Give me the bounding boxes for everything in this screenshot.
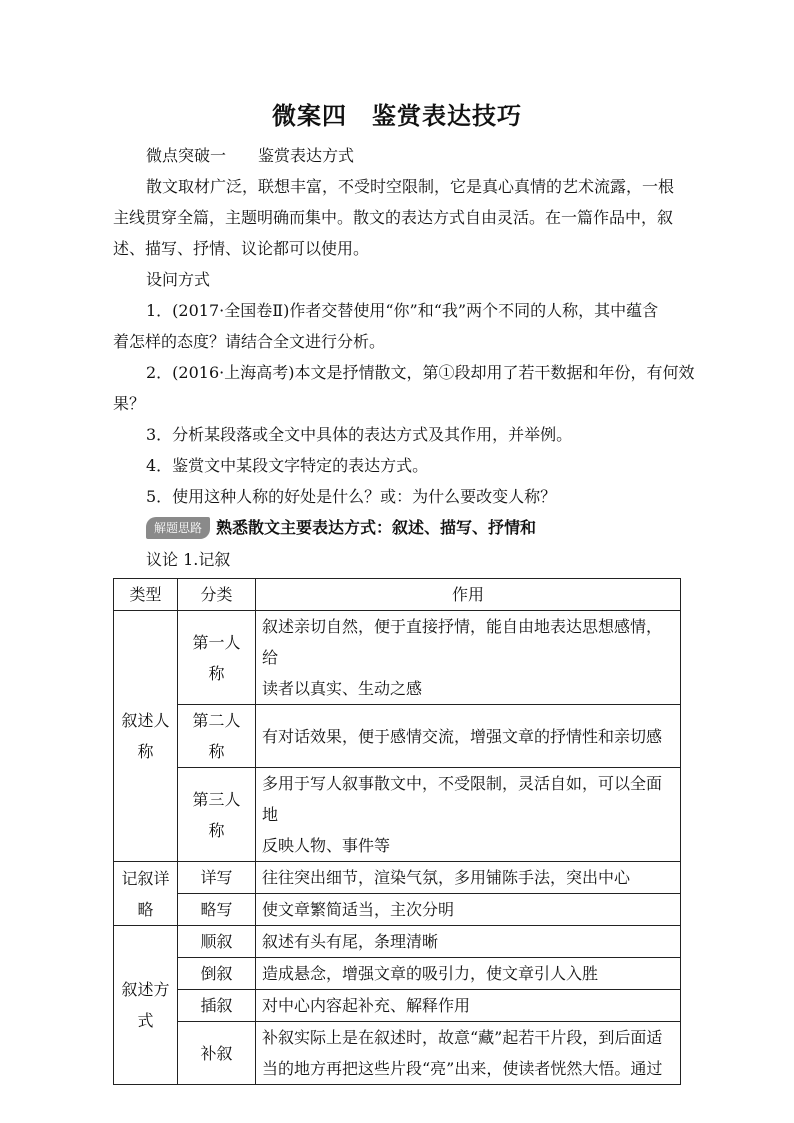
category-cell: 第一人 称 — [178, 611, 256, 705]
effect-cell: 叙述亲切自然，便于直接抒情，能自由地表达思想感情，给 读者以真实、生动之感 — [256, 611, 681, 705]
question-line: 5．使用这种人称的好处是什么？或：为什么要改变人称？ — [146, 487, 557, 506]
category-cell: 倒叙 — [178, 958, 256, 990]
category-cell: 补叙 — [178, 1022, 256, 1085]
table-row — [114, 768, 681, 862]
question-line: 1．(2017·全国卷Ⅱ)作者交替使用“你”和“我”两个不同的人称，其中蕴含 — [146, 301, 659, 320]
table-row — [114, 862, 681, 894]
table-header: 类型 — [114, 579, 178, 611]
table-row — [114, 926, 681, 958]
category-cell: 略写 — [178, 894, 256, 926]
table-row — [114, 990, 681, 1022]
effect-cell: 叙述有头有尾，条理清晰 — [256, 926, 681, 958]
intro-line: 散文取材广泛，联想丰富，不受时空限制，它是真心真情的艺术流露，一根 — [146, 177, 675, 196]
tip-badge: 解题思路 — [146, 517, 210, 539]
effect-cell: 有对话效果，便于感情交流，增强文章的抒情性和亲切感 — [256, 705, 681, 768]
table-row — [114, 611, 681, 705]
effect-cell: 多用于写人叙事散文中，不受限制，灵活自如，可以全面地 反映人物、事件等 — [256, 768, 681, 862]
type-cell: 叙述方 式 — [114, 926, 178, 1085]
question-line: 着怎样的态度？请结合全文进行分析。 — [113, 332, 386, 351]
section-heading: 微点突破一 鉴赏表达方式 — [146, 146, 355, 165]
category-cell: 插叙 — [178, 990, 256, 1022]
type-cell: 叙述人 称 — [114, 611, 178, 862]
table-row — [114, 958, 681, 990]
table-row — [114, 894, 681, 926]
tip-text: 熟悉散文主要表达方式：叙述、描写、抒情和 — [216, 518, 537, 537]
category-cell: 第三人 称 — [178, 768, 256, 862]
effect-cell: 使文章繁简适当，主次分明 — [256, 894, 681, 926]
question-line: 果？ — [113, 394, 146, 413]
type-cell: 记叙详 略 — [114, 862, 178, 926]
expression-table — [113, 578, 681, 1085]
question-heading: 设问方式 — [146, 270, 211, 289]
tip-continuation: 议论 1.记叙 — [146, 550, 231, 569]
effect-cell: 补叙实际上是在叙述时，故意“藏”起若干片段，到后面适 当的地方再把这些片段“亮”出来，使读者恍然大悟。通过 — [256, 1022, 681, 1085]
effect-cell: 往往突出细节，渲染气氛，多用铺陈手法，突出中心 — [256, 862, 681, 894]
question-line: 4．鉴赏文中某段文字特定的表达方式。 — [146, 456, 429, 475]
table-header-row — [114, 579, 681, 611]
tip-line — [146, 517, 536, 539]
effect-cell: 对中心内容起补充、解释作用 — [256, 990, 681, 1022]
table-header: 作用 — [256, 579, 681, 611]
page-title: 微案四 鉴赏表达技巧 — [272, 101, 522, 130]
question-line: 2．(2016·上海高考)本文是抒情散文，第①段却用了若干数据和年份，有何效 — [146, 363, 695, 382]
table-row — [114, 705, 681, 768]
table-header: 分类 — [178, 579, 256, 611]
category-cell: 详写 — [178, 862, 256, 894]
question-line: 3．分析某段落或全文中具体的表达方式及其作用，并举例。 — [146, 425, 573, 444]
intro-line: 主线贯穿全篇，主题明确而集中。散文的表达方式自由灵活。在一篇作品中，叙 — [113, 208, 674, 227]
category-cell: 第二人 称 — [178, 705, 256, 768]
category-cell: 顺叙 — [178, 926, 256, 958]
intro-line: 述、描写、抒情、议论都可以使用。 — [113, 239, 370, 258]
effect-cell: 造成悬念，增强文章的吸引力，使文章引人入胜 — [256, 958, 681, 990]
table-row — [114, 1022, 681, 1085]
